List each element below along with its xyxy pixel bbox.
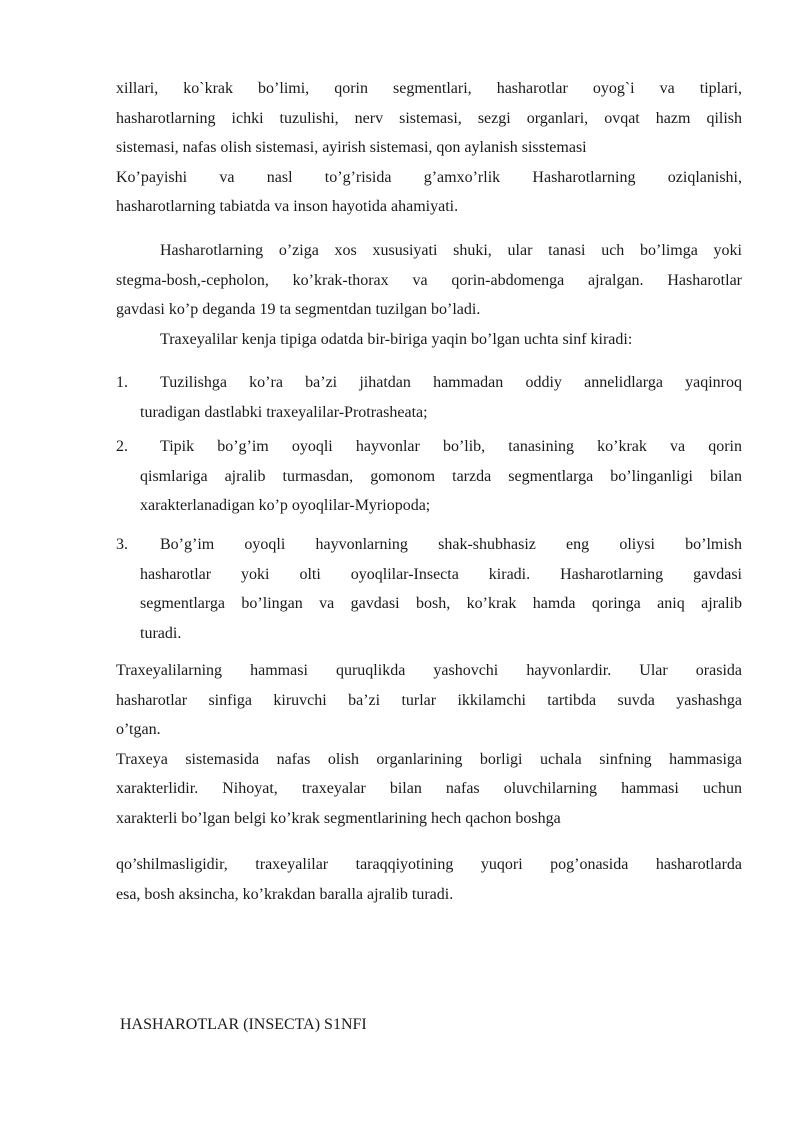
text-line: xarakterlidir. Nihoyat, traxeyalar bilan nafas oluvchilarning hammasi uchun — [116, 780, 742, 797]
text-line: xarakterlanadigan ko’p oyoqlilar-Myriopoda; — [140, 497, 431, 514]
text-line: qo’shilmasligidir, traxeyalilar taraqqiyotining yuqori pog’onasida hasharotlarda — [116, 856, 742, 873]
text-line: segmentlarga bo’lingan va gavdasi bosh, ko’krak hamda qoringa aniq ajralib — [140, 595, 742, 612]
text-line: sistemasi, nafas olish sistemasi, ayirish sistemasi, qon aylanish sisstemasi — [116, 139, 587, 156]
text-line: xillari, ko`krak bo’limi, qorin segmentlari, hasharotlar oyog`i va tiplari, — [116, 80, 742, 97]
text-line: hasharotlar yoki olti oyoqlilar-Insecta kiradi. Hasharotlarning gavdasi — [140, 565, 742, 583]
paragraph-body — [116, 656, 742, 833]
text-line: Ko’payishi va nasl to’g’risida g’amxo’rlik Hasharotlarning oziqlanishi, — [116, 168, 742, 186]
text-line: gavdasi ko’p deganda 19 ta segmentdan tuzilgan bo’ladi. — [116, 301, 481, 318]
text-line: hasharotlar sinfiga kiruvchi ba’zi turlar ikkilamchi tartibda suvda yashashga — [116, 691, 742, 709]
text-line: o’tgan. — [116, 721, 161, 738]
text-line: hasharotlarning ichki tuzulishi, nerv sistemasi, sezgi organlari, ovqat hazm qilish — [116, 109, 742, 127]
paragraph-intro — [116, 74, 742, 222]
text-line: Tuzilishga ko’ra ba’zi jihatdan hammadan oddiy annelidlarga yaqinroq — [160, 374, 742, 391]
list-number: 3. — [116, 536, 128, 553]
list-number: 1. — [116, 374, 128, 391]
text-line: Traxeyalilarning hammasi quruqlikda yashovchi hayvonlardir. Ular orasida — [116, 662, 742, 679]
text-line: esa, bosh aksincha, ko’krakdan baralla ajralib turadi. — [116, 885, 454, 903]
text-line: xarakterli bo’lgan belgi ko’krak segmentlarining hech qachon boshga — [116, 809, 561, 827]
text-line: hasharotlarning tabiatda va inson hayotida ahamiyati. — [116, 198, 459, 215]
list-number: 2. — [116, 438, 128, 455]
text-line: turadi. — [140, 624, 182, 642]
list-item — [140, 368, 742, 427]
list-item — [140, 432, 742, 521]
text-line: turadigan dastlabki traxeyalilar-Protrasheata; — [140, 403, 428, 421]
text-line: Traxeyalilar kenja tipiga odatda bir-biriga yaqin bo’lgan uchta sinf kiradi: — [160, 330, 633, 348]
text-line: Tipik bo’g’im oyoqli hayvonlar bo’lib, tanasining ko’krak va qorin — [160, 438, 742, 455]
text-line: Traxeya sistemasida nafas olish organlarining borligi uchala sinfning hammasiga — [116, 750, 742, 768]
section-title: HASHAROTLAR (INSECTA) S1NFI — [120, 1016, 367, 1033]
text-line: qismlariga ajralib turmasdan, gomonom tarzda segmentlarga bo’linganligi bilan — [140, 467, 742, 485]
text-line: Hasharotlarning o’ziga xos xususiyati shuki, ular tanasi uch bo’limga yoki — [160, 242, 742, 259]
text-line: Bo’g’im oyoqli hayvonlarning shak-shubhasiz eng oliysi bo’lmish — [160, 536, 742, 553]
paragraph-body — [116, 850, 742, 909]
paragraph-body — [116, 236, 742, 354]
text-line: stegma-bosh,-cepholon, ko’krak-thorax va qorin-abdomenga ajralgan. Hasharotlar — [116, 271, 742, 289]
list-item — [140, 530, 742, 648]
